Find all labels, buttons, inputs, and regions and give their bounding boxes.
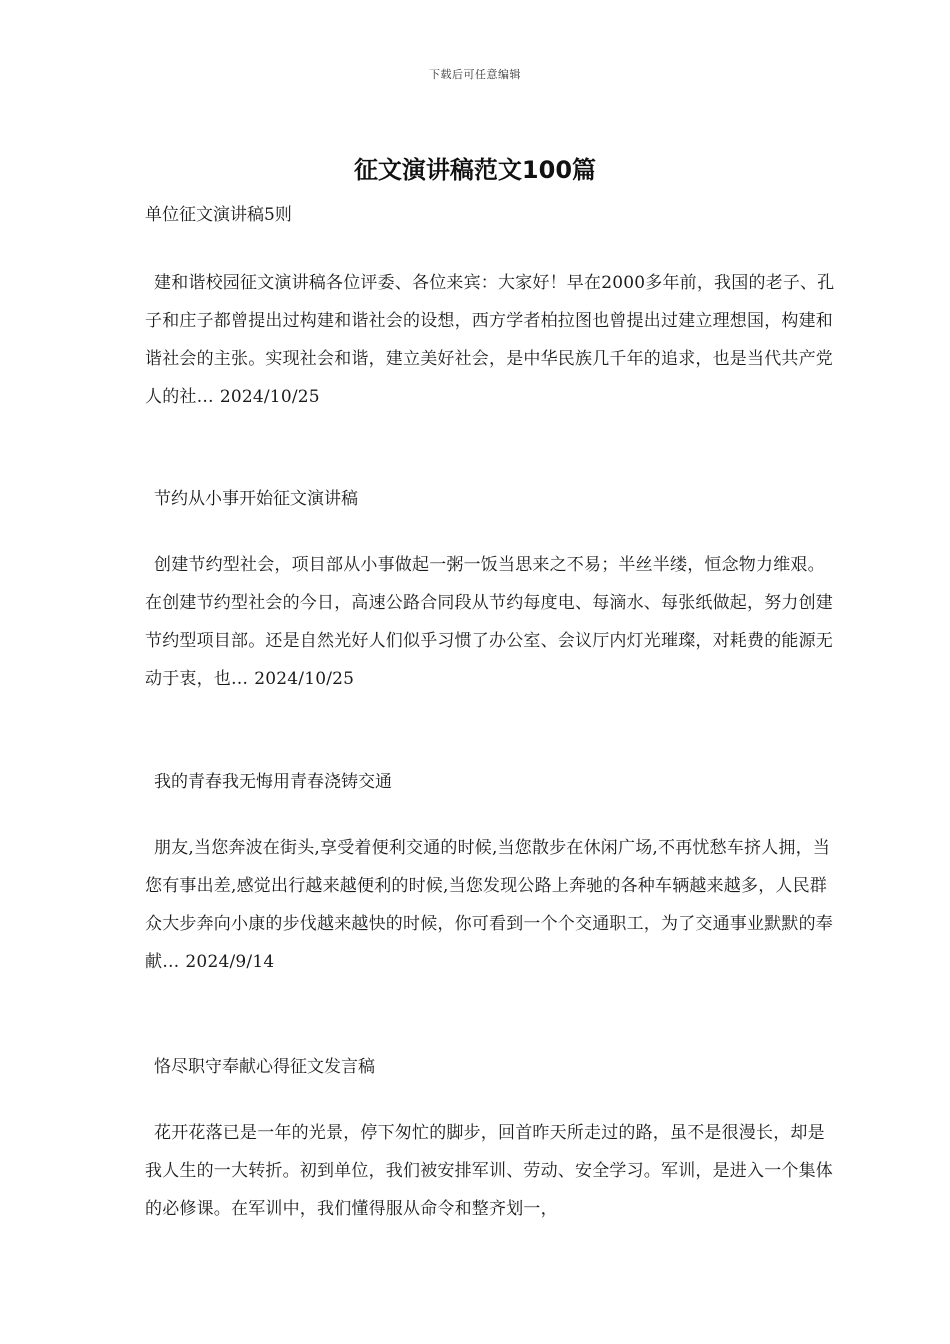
article-2-excerpt <box>145 546 835 698</box>
article-2-text: 创建节约型社会，项目部从小事做起一粥一饭当思来之不易；半丝半缕，恒念物力维艰。在创建节约型社会的今日，高速公路合同段从节约每度电、每滴水、每张纸做起，努力创建节约型项目部。还是自然光好人们似乎习惯了办公室、会议厅内灯光璀璨，对耗费的能源无动于衷，也… <box>145 555 833 689</box>
document-subtitle: 单位征文演讲稿5则 <box>145 205 292 225</box>
article-4-text: 花开花落已是一年的光景，停下匆忙的脚步，回首昨天所走过的路，虽不是很漫长，却是我人生的一大转折。初到单位，我们被安排军训、劳动、安全学习。军训，是进入一个集体的必修课。在军训中，我们懂得服从命令和整齐划一， <box>145 1123 833 1219</box>
article-4-title: 恪尽职守奉献心得征文发言稿 <box>154 1057 375 1077</box>
article-3-text: 朋友,当您奔波在街头,享受着便利交通的时候,当您散步在休闲广场,不再忧愁车挤人拥，当您有事出差,感觉出行越来越便利的时候,当您发现公路上奔驰的各种车辆越来越多，人民群众大步奔向小康的步伐越来越快的时候，你可看到一个个交通职工，为了交通事业默默的奉献… <box>145 838 833 972</box>
article-3-excerpt <box>145 829 835 981</box>
article-2-date: 2024/10/25 <box>254 669 355 689</box>
article-3-date: 2024/9/14 <box>185 952 275 972</box>
article-1-date: 2024/10/25 <box>219 387 320 407</box>
article-1-text: 建和谐校园征文演讲稿各位评委、各位来宾：大家好！早在2000多年前，我国的老子、孔子和庄子都曾提出过构建和谐社会的设想，西方学者柏拉图也曾提出过建立理想国，构建和谐社会的主张。实现社会和谐，建立美好社会，是中华民族几千年的追求，也是当代共产党人的社… <box>145 273 835 407</box>
article-3-title: 我的青春我无悔用青春浇铸交通 <box>154 772 392 792</box>
article-4-excerpt <box>145 1114 835 1228</box>
document-title: 征文演讲稿范文100篇 <box>353 156 597 184</box>
article-1-excerpt <box>145 264 835 416</box>
header-note: 下载后可任意编辑 <box>429 68 521 81</box>
article-2-title: 节约从小事开始征文演讲稿 <box>154 489 358 509</box>
